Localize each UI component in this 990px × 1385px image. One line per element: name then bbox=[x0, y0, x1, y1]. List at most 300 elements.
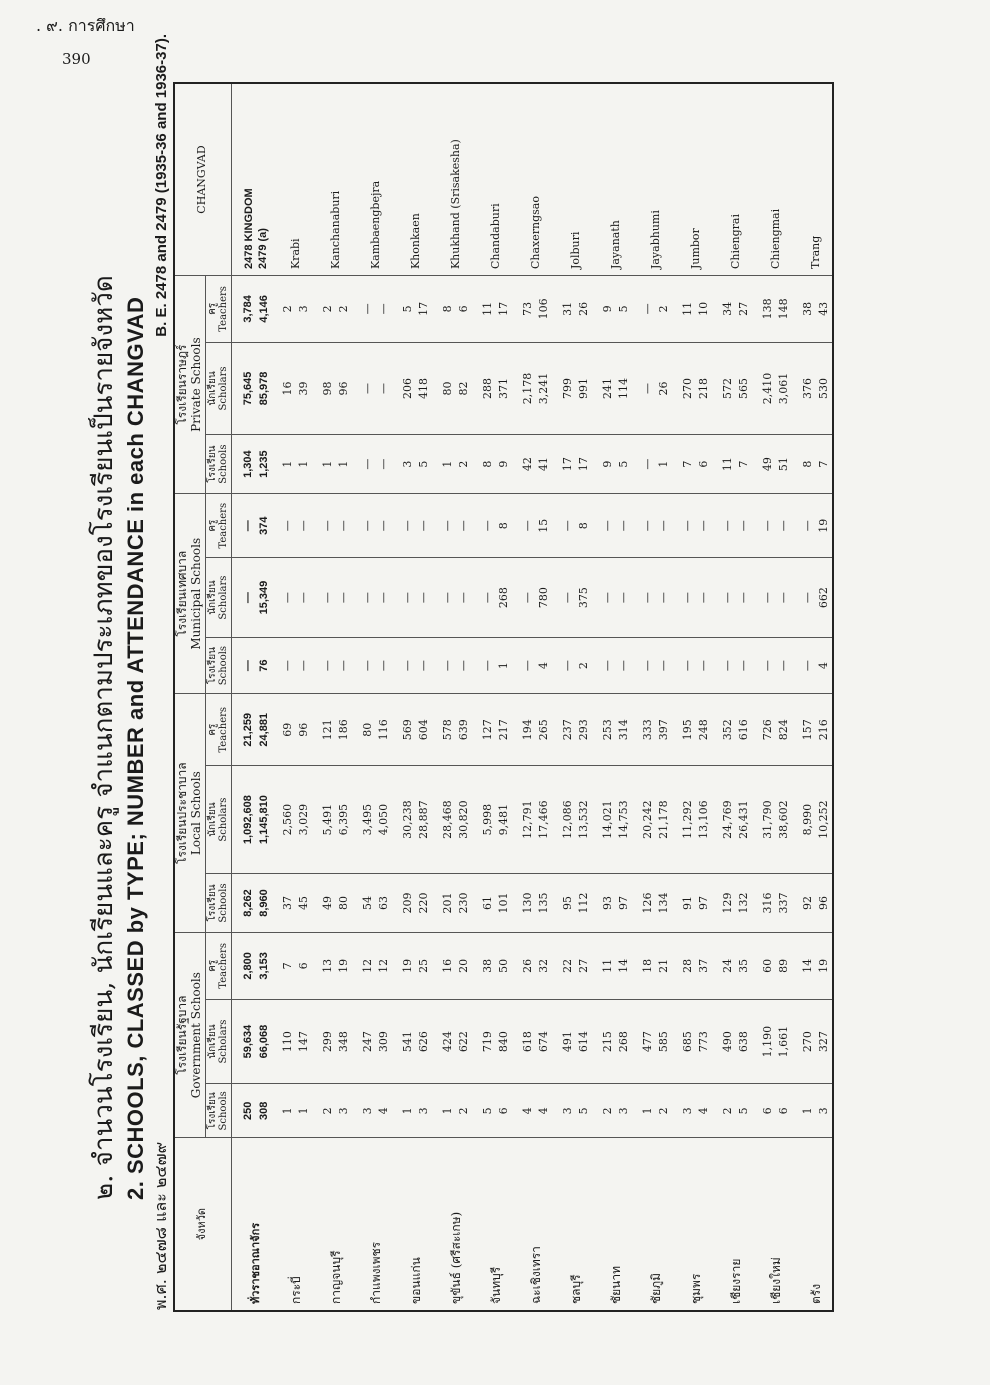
loc-cell: 639 bbox=[456, 694, 472, 766]
pri-cell: 1 bbox=[336, 435, 352, 494]
mun-cell: 374 bbox=[256, 494, 272, 558]
gov-cell: 1 bbox=[400, 1084, 416, 1138]
mun-cell: — bbox=[480, 494, 496, 558]
loc-cell: 5,998 bbox=[480, 766, 496, 874]
group-header-private: โรงเรียนราษฎร์ Private Schools bbox=[174, 276, 205, 494]
loc-cell: 116 bbox=[376, 694, 392, 766]
loc-cell: 8,262 bbox=[240, 873, 256, 932]
loc-cell: 209 bbox=[400, 873, 416, 932]
page-number: 390 bbox=[62, 50, 91, 68]
changvad-name-thai: กระบี่ bbox=[280, 1138, 312, 1311]
mun-cell: — bbox=[720, 494, 736, 558]
gov-cell: 3 bbox=[416, 1084, 432, 1138]
section-header: . ๙. การศึกษา bbox=[36, 16, 135, 35]
pri-cell: 96 bbox=[336, 342, 352, 434]
pri-cell: — bbox=[640, 342, 656, 434]
mun-cell: — bbox=[560, 494, 576, 558]
gov-cell: 327 bbox=[816, 999, 833, 1084]
mun-cell: — bbox=[376, 558, 392, 638]
mun-cell: 780 bbox=[536, 558, 552, 638]
pri-cell: — bbox=[640, 276, 656, 343]
loc-cell: 14,021 bbox=[600, 766, 616, 874]
mun-cell: 1 bbox=[496, 637, 512, 693]
table-row bbox=[520, 83, 536, 1311]
table-row bbox=[320, 83, 336, 1311]
mun-cell: 4 bbox=[536, 637, 552, 693]
changvad-en-label: Chiengrai bbox=[728, 214, 742, 270]
pri-cell: 80 bbox=[440, 342, 456, 434]
mun-cell: — bbox=[680, 558, 696, 638]
mun-cell: — bbox=[520, 637, 536, 693]
gov-cell: 14 bbox=[800, 933, 816, 1000]
loc-cell: 126 bbox=[640, 873, 656, 932]
loc-cell: 97 bbox=[616, 873, 632, 932]
loc-cell: 30,238 bbox=[400, 766, 416, 874]
loc-cell: 220 bbox=[416, 873, 432, 932]
loc-cell: 20,242 bbox=[640, 766, 656, 874]
pri-cell: 1 bbox=[280, 435, 296, 494]
loc-cell: 28,468 bbox=[440, 766, 456, 874]
loc-cell: 1,145,810 bbox=[256, 766, 272, 874]
loc-cell: 4,050 bbox=[376, 766, 392, 874]
loc-cell: 265 bbox=[536, 694, 552, 766]
changvad-en-label: Chiengmai bbox=[768, 208, 782, 270]
pri-cell: 49 bbox=[760, 435, 776, 494]
loc-cell: 28,887 bbox=[416, 766, 432, 874]
gov-cell: 14 bbox=[616, 933, 632, 1000]
mun-cell: — bbox=[296, 637, 312, 693]
changvad-name-en bbox=[640, 83, 672, 276]
gov-cell: 11 bbox=[600, 933, 616, 1000]
table-body bbox=[231, 83, 833, 1311]
loc-cell: 248 bbox=[696, 694, 712, 766]
loc-cell: 201 bbox=[440, 873, 456, 932]
gov-cell: 26 bbox=[520, 933, 536, 1000]
mun-cell: — bbox=[360, 558, 376, 638]
gov-cell: 1 bbox=[280, 1084, 296, 1138]
mun-cell: — bbox=[600, 558, 616, 638]
footnote-mark: (a) bbox=[256, 228, 269, 242]
mun-cell: — bbox=[480, 558, 496, 638]
loc-cell: 97 bbox=[696, 873, 712, 932]
loc-cell: 9,481 bbox=[496, 766, 512, 874]
mun-cell: 268 bbox=[496, 558, 512, 638]
loc-cell: 333 bbox=[640, 694, 656, 766]
loc-cell: 17,466 bbox=[536, 766, 552, 874]
mun-cell: — bbox=[640, 494, 656, 558]
pri-cell: 17 bbox=[576, 435, 592, 494]
gov-cell: 60 bbox=[760, 933, 776, 1000]
changvad-name-thai: กำแพงเพชร bbox=[360, 1138, 392, 1311]
gov-cell: 20 bbox=[456, 933, 472, 1000]
changvad-name-en bbox=[240, 83, 272, 276]
gov-cell: 50 bbox=[496, 933, 512, 1000]
sub-scholars: นักเรียน Scholars bbox=[205, 558, 231, 638]
mun-cell: 8 bbox=[496, 494, 512, 558]
gov-cell: 308 bbox=[256, 1084, 272, 1138]
loc-cell: 54 bbox=[360, 873, 376, 932]
group-header-gov: โรงเรียนรัฐบาล Government Schools bbox=[174, 933, 205, 1138]
loc-cell: 8,990 bbox=[800, 766, 816, 874]
loc-cell: 8,960 bbox=[256, 873, 272, 932]
mun-cell: — bbox=[680, 494, 696, 558]
pri-cell: 26 bbox=[656, 342, 672, 434]
mun-cell: — bbox=[656, 637, 672, 693]
loc-cell: 230 bbox=[456, 873, 472, 932]
mun-cell: 4 bbox=[816, 637, 833, 693]
pri-cell: 39 bbox=[296, 342, 312, 434]
pri-cell: 270 bbox=[680, 342, 696, 434]
mun-cell: — bbox=[240, 558, 256, 638]
loc-cell: 21,178 bbox=[656, 766, 672, 874]
changvad-name-en bbox=[560, 83, 592, 276]
gov-cell: 16 bbox=[440, 933, 456, 1000]
gov-cell: 110 bbox=[280, 999, 296, 1084]
gov-cell: 21 bbox=[656, 933, 672, 1000]
pri-cell: 51 bbox=[776, 435, 792, 494]
changvad-name-thai: กาญจนบุรี bbox=[320, 1138, 352, 1311]
gov-cell: 491 bbox=[560, 999, 576, 1084]
gov-cell: 28 bbox=[680, 933, 696, 1000]
pri-cell: 114 bbox=[616, 342, 632, 434]
gov-cell: 3,153 bbox=[256, 933, 272, 1000]
pri-cell: 2 bbox=[336, 276, 352, 343]
mun-cell: — bbox=[400, 558, 416, 638]
pri-cell: 5 bbox=[416, 435, 432, 494]
pri-cell: 530 bbox=[816, 342, 833, 434]
table-row bbox=[480, 83, 496, 1311]
gov-cell: 1 bbox=[440, 1084, 456, 1138]
gov-cell: 12 bbox=[360, 933, 376, 1000]
gov-cell: 27 bbox=[576, 933, 592, 1000]
table-row bbox=[240, 83, 256, 1311]
sub-schools: โรงเรียน Schools bbox=[205, 1084, 231, 1138]
loc-cell: 237 bbox=[560, 694, 576, 766]
pri-cell: 2 bbox=[320, 276, 336, 343]
loc-cell: 96 bbox=[296, 694, 312, 766]
pri-cell: — bbox=[640, 435, 656, 494]
pri-cell: 9 bbox=[600, 435, 616, 494]
mun-cell: — bbox=[720, 637, 736, 693]
pri-cell: 17 bbox=[560, 435, 576, 494]
gov-cell: 35 bbox=[736, 933, 752, 1000]
changvad-name-en bbox=[720, 83, 752, 276]
pri-cell: 148 bbox=[776, 276, 792, 343]
pri-cell: 73 bbox=[520, 276, 536, 343]
changvad-en-label: Kanchanaburi bbox=[328, 190, 342, 270]
loc-cell: 21,259 bbox=[240, 694, 256, 766]
changvad-name-thai: เชียงใหม่ bbox=[760, 1138, 792, 1311]
gov-cell: 6 bbox=[776, 1084, 792, 1138]
gov-cell: 424 bbox=[440, 999, 456, 1084]
pri-cell: 8 bbox=[480, 435, 496, 494]
loc-cell: 569 bbox=[400, 694, 416, 766]
mun-cell: 375 bbox=[576, 558, 592, 638]
gov-cell: 37 bbox=[696, 933, 712, 1000]
pri-cell: 2 bbox=[656, 276, 672, 343]
pri-cell: — bbox=[360, 435, 376, 494]
pri-cell: 4,146 bbox=[256, 276, 272, 343]
pri-cell: 7 bbox=[736, 435, 752, 494]
mun-cell: — bbox=[456, 494, 472, 558]
gov-cell: 270 bbox=[800, 999, 816, 1084]
loc-cell: 80 bbox=[360, 694, 376, 766]
year-label: 2479 bbox=[256, 244, 269, 270]
gov-cell: 477 bbox=[640, 999, 656, 1084]
pri-cell: 1,235 bbox=[256, 435, 272, 494]
mun-cell: — bbox=[240, 494, 256, 558]
mun-cell: — bbox=[680, 637, 696, 693]
loc-cell: 61 bbox=[480, 873, 496, 932]
pri-cell: 206 bbox=[400, 342, 416, 434]
years-english: B. E. 2478 and 2479 (1935-36 and 1936-37). bbox=[153, 34, 170, 337]
pri-cell: 1 bbox=[320, 435, 336, 494]
pri-cell: 3 bbox=[400, 435, 416, 494]
changvad-header-en: CHANGVAD bbox=[174, 83, 231, 276]
loc-cell: 129 bbox=[720, 873, 736, 932]
pri-cell: — bbox=[360, 342, 376, 434]
loc-cell: 49 bbox=[320, 873, 336, 932]
gov-cell: 22 bbox=[560, 933, 576, 1000]
changvad-en-label: Kambaengbejra bbox=[368, 180, 382, 270]
changvad-name-en bbox=[280, 83, 312, 276]
gov-cell: 3 bbox=[336, 1084, 352, 1138]
changvad-en-label: Jumbor bbox=[688, 228, 702, 270]
table-header bbox=[174, 83, 231, 1311]
pri-cell: 6 bbox=[696, 435, 712, 494]
sub-teachers: ครู Teachers bbox=[205, 694, 231, 766]
gov-cell: 614 bbox=[576, 999, 592, 1084]
mun-cell: — bbox=[720, 558, 736, 638]
mun-cell: — bbox=[320, 494, 336, 558]
mun-cell: — bbox=[416, 494, 432, 558]
mun-cell: — bbox=[296, 494, 312, 558]
loc-cell: 253 bbox=[600, 694, 616, 766]
schools-table bbox=[173, 82, 834, 1312]
title-thai: ๒. จำนวนโรงเรียน, นักเรียนและครู จำแนกตามประเภทของโรงเรียนเป็นรายจังหวัด bbox=[89, 275, 119, 1200]
mun-cell: — bbox=[600, 494, 616, 558]
loc-cell: 69 bbox=[280, 694, 296, 766]
pri-cell: 106 bbox=[536, 276, 552, 343]
gov-cell: 25 bbox=[416, 933, 432, 1000]
loc-cell: 352 bbox=[720, 694, 736, 766]
pri-cell: — bbox=[376, 276, 392, 343]
gov-cell: 19 bbox=[336, 933, 352, 1000]
loc-cell: 578 bbox=[440, 694, 456, 766]
loc-cell: 134 bbox=[656, 873, 672, 932]
pri-cell: 82 bbox=[456, 342, 472, 434]
changvad-name-thai: ฉะเชิงเทรา bbox=[520, 1138, 552, 1311]
gov-cell: 773 bbox=[696, 999, 712, 1084]
pri-cell: 34 bbox=[720, 276, 736, 343]
mun-cell: — bbox=[416, 637, 432, 693]
changvad-name-en bbox=[360, 83, 392, 276]
gov-cell: 38 bbox=[480, 933, 496, 1000]
mun-cell: — bbox=[616, 494, 632, 558]
sub-schools: โรงเรียน Schools bbox=[205, 435, 231, 494]
pri-cell: 8 bbox=[440, 276, 456, 343]
mun-cell: — bbox=[736, 494, 752, 558]
gov-cell: 674 bbox=[536, 999, 552, 1084]
pri-cell: 1 bbox=[656, 435, 672, 494]
gov-cell: 5 bbox=[480, 1084, 496, 1138]
changvad-en-label: Jolburi bbox=[568, 231, 582, 270]
loc-cell: 24,881 bbox=[256, 694, 272, 766]
table-row bbox=[600, 83, 616, 1311]
mun-cell: — bbox=[360, 494, 376, 558]
loc-cell: 157 bbox=[800, 694, 816, 766]
pri-cell: 371 bbox=[496, 342, 512, 434]
gov-cell: 490 bbox=[720, 999, 736, 1084]
gov-cell: 585 bbox=[656, 999, 672, 1084]
mun-cell: — bbox=[296, 558, 312, 638]
changvad-en-label: Jayabhumi bbox=[648, 210, 662, 270]
changvad-name-thai: ชลบุรี bbox=[560, 1138, 592, 1311]
gov-cell: 3 bbox=[560, 1084, 576, 1138]
mun-cell: — bbox=[776, 637, 792, 693]
gov-cell: 638 bbox=[736, 999, 752, 1084]
mun-cell: — bbox=[520, 494, 536, 558]
changvad-name-en bbox=[800, 83, 833, 276]
mun-cell: — bbox=[320, 558, 336, 638]
mun-cell: — bbox=[800, 494, 816, 558]
changvad-name-en bbox=[480, 83, 512, 276]
pri-cell: 1,304 bbox=[240, 435, 256, 494]
sub-schools: โรงเรียน Schools bbox=[205, 873, 231, 932]
mun-cell: — bbox=[280, 637, 296, 693]
loc-cell: 186 bbox=[336, 694, 352, 766]
years-thai: พ.ศ. ๒๔๗๘ และ ๒๔๗๙ bbox=[151, 1141, 170, 1310]
mun-cell: — bbox=[656, 494, 672, 558]
pri-cell: 98 bbox=[320, 342, 336, 434]
mun-cell: — bbox=[776, 494, 792, 558]
gov-cell: 7 bbox=[280, 933, 296, 1000]
mun-cell: — bbox=[440, 494, 456, 558]
loc-cell: 397 bbox=[656, 694, 672, 766]
sub-teachers: ครู Teachers bbox=[205, 494, 231, 558]
loc-cell: 101 bbox=[496, 873, 512, 932]
gov-cell: 6 bbox=[760, 1084, 776, 1138]
gov-cell: 1,661 bbox=[776, 999, 792, 1084]
title-english: 2. SCHOOLS, CLASSED by TYPE; NUMBER and ATTENDANCE in each CHANGVAD bbox=[123, 296, 148, 1200]
gov-cell: 6 bbox=[496, 1084, 512, 1138]
loc-cell: 824 bbox=[776, 694, 792, 766]
loc-cell: 194 bbox=[520, 694, 536, 766]
pri-cell: 991 bbox=[576, 342, 592, 434]
mun-cell: — bbox=[600, 637, 616, 693]
changvad-header-thai: จังหวัด bbox=[174, 1138, 231, 1311]
gov-cell: 2 bbox=[456, 1084, 472, 1138]
changvad-name-thai: ขอนแก่น bbox=[400, 1138, 432, 1311]
gov-cell: 348 bbox=[336, 999, 352, 1084]
changvad-name-en bbox=[520, 83, 552, 276]
mun-cell: — bbox=[696, 637, 712, 693]
pri-cell: 11 bbox=[680, 276, 696, 343]
gov-cell: 147 bbox=[296, 999, 312, 1084]
table-row bbox=[560, 83, 576, 1311]
mun-cell: — bbox=[320, 637, 336, 693]
changvad-en-label: Khukhand (Srisakesha) bbox=[448, 139, 462, 270]
loc-cell: 12,791 bbox=[520, 766, 536, 874]
table-row bbox=[400, 83, 416, 1311]
changvad-name-en bbox=[440, 83, 472, 276]
mun-cell: — bbox=[560, 558, 576, 638]
group-header-local: โรงเรียนประชาบาล Local Schools bbox=[174, 694, 205, 933]
gov-cell: 622 bbox=[456, 999, 472, 1084]
mun-cell: — bbox=[696, 494, 712, 558]
pri-cell: 43 bbox=[816, 276, 833, 343]
loc-cell: 135 bbox=[536, 873, 552, 932]
gov-cell: 541 bbox=[400, 999, 416, 1084]
loc-cell: 316 bbox=[760, 873, 776, 932]
gov-cell: 4 bbox=[520, 1084, 536, 1138]
gov-cell: 1 bbox=[800, 1084, 816, 1138]
changvad-name-thai: เชียงราย bbox=[720, 1138, 752, 1311]
sub-scholars: นักเรียน Scholars bbox=[205, 342, 231, 434]
pri-cell: 3,241 bbox=[536, 342, 552, 434]
pri-cell: 7 bbox=[816, 435, 833, 494]
loc-cell: 6,395 bbox=[336, 766, 352, 874]
mun-cell: — bbox=[656, 558, 672, 638]
gov-cell: 32 bbox=[536, 933, 552, 1000]
pri-cell: 27 bbox=[736, 276, 752, 343]
pri-cell: 241 bbox=[600, 342, 616, 434]
mun-cell: — bbox=[400, 494, 416, 558]
mun-cell: — bbox=[760, 637, 776, 693]
pri-cell: 799 bbox=[560, 342, 576, 434]
mun-cell: — bbox=[640, 558, 656, 638]
pri-cell: 41 bbox=[536, 435, 552, 494]
pri-cell: 11 bbox=[720, 435, 736, 494]
gov-cell: 66,068 bbox=[256, 999, 272, 1084]
gov-cell: 89 bbox=[776, 933, 792, 1000]
loc-cell: 91 bbox=[680, 873, 696, 932]
changvad-en-label: Chaxerngsao bbox=[528, 196, 542, 270]
pri-cell: 2,410 bbox=[760, 342, 776, 434]
gov-cell: 19 bbox=[816, 933, 833, 1000]
loc-cell: 2,560 bbox=[280, 766, 296, 874]
pri-cell: 7 bbox=[680, 435, 696, 494]
group-header-municipal: โรงเรียนเทศบาล Municipal Schools bbox=[174, 494, 205, 694]
changvad-name-en bbox=[400, 83, 432, 276]
mun-cell: 2 bbox=[576, 637, 592, 693]
loc-cell: 726 bbox=[760, 694, 776, 766]
mun-cell: — bbox=[376, 637, 392, 693]
gov-cell: 618 bbox=[520, 999, 536, 1084]
pri-cell: 11 bbox=[480, 276, 496, 343]
pri-cell: 3,061 bbox=[776, 342, 792, 434]
year-label: 2478 bbox=[242, 244, 255, 270]
pri-cell: 16 bbox=[280, 342, 296, 434]
mun-cell: — bbox=[336, 558, 352, 638]
pri-cell: 565 bbox=[736, 342, 752, 434]
mun-cell: — bbox=[400, 637, 416, 693]
mun-cell: 76 bbox=[256, 637, 272, 693]
gov-cell: 3 bbox=[360, 1084, 376, 1138]
mun-cell: — bbox=[336, 494, 352, 558]
gov-cell: 2 bbox=[600, 1084, 616, 1138]
mun-cell: — bbox=[736, 637, 752, 693]
pri-cell: 1 bbox=[296, 435, 312, 494]
table-row bbox=[680, 83, 696, 1311]
loc-cell: 11,292 bbox=[680, 766, 696, 874]
pri-cell: 42 bbox=[520, 435, 536, 494]
pri-cell: — bbox=[376, 342, 392, 434]
loc-cell: 127 bbox=[480, 694, 496, 766]
changvad-name-en bbox=[680, 83, 712, 276]
changvad-en-label: Trang bbox=[808, 235, 822, 270]
pri-cell: 26 bbox=[576, 276, 592, 343]
